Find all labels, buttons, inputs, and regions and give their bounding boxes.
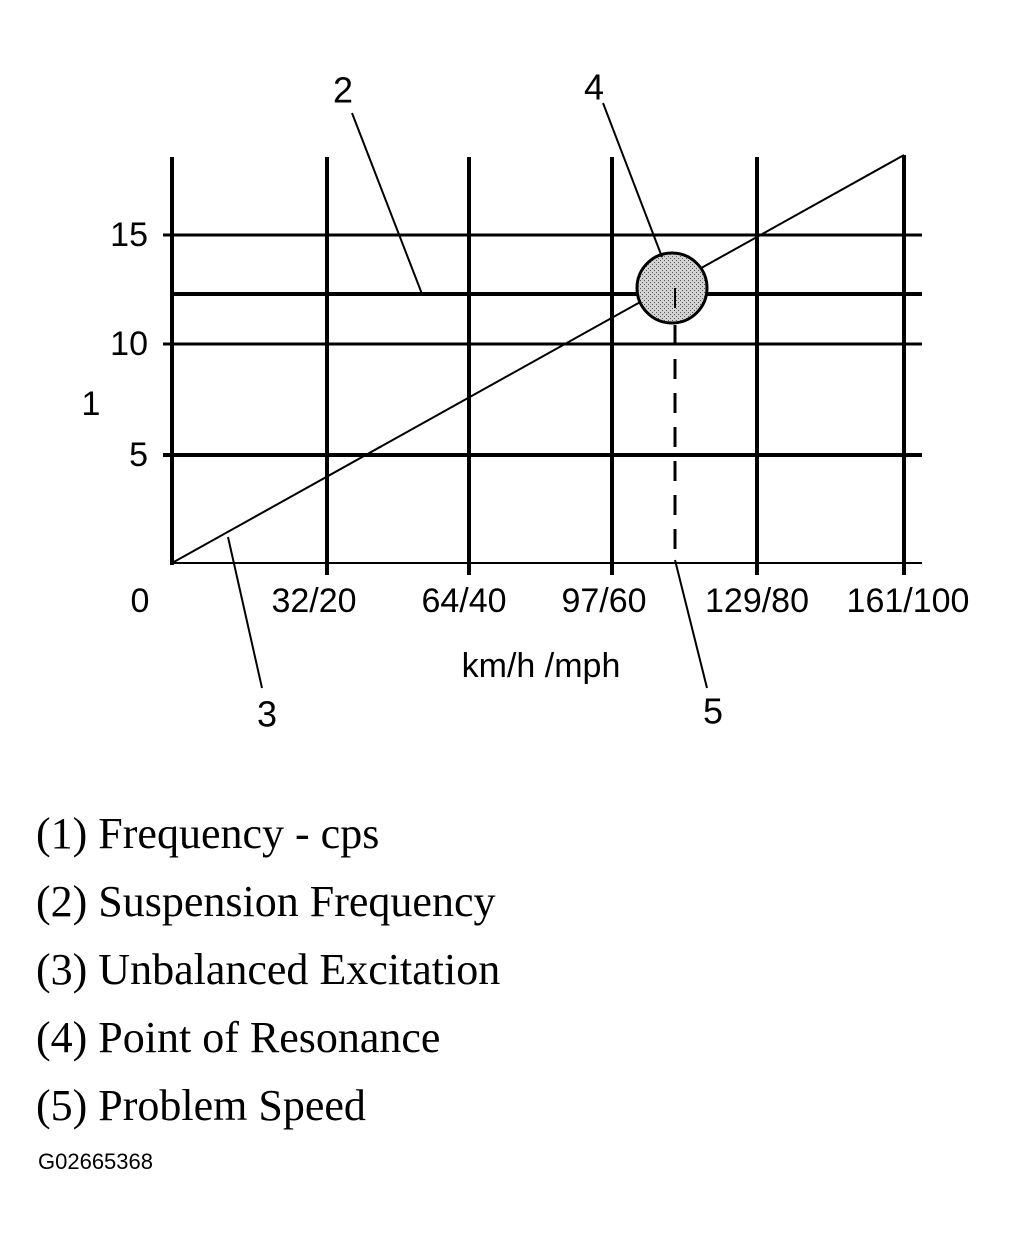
legend-item: (2) Suspension Frequency (36, 877, 496, 926)
legend-item: (3) Unbalanced Excitation (36, 945, 501, 994)
leader-line-5 (675, 560, 707, 688)
excitation-line (172, 155, 904, 563)
y-tick-label: 0 (130, 581, 150, 620)
leader-line-2 (352, 113, 422, 294)
callout-5: 5 (702, 690, 724, 732)
callout-2: 2 (332, 69, 354, 111)
callout-4: 4 (583, 66, 605, 108)
leader-line-3 (228, 537, 262, 688)
x-tick-label: 129/80 (705, 581, 809, 620)
resonance-point-marker (637, 253, 707, 323)
x-tick-label: 161/100 (846, 581, 970, 620)
x-axis-title: km/h /mph (461, 646, 621, 685)
legend-item: (4) Point of Resonance (36, 1013, 441, 1062)
legend-item: (5) Problem Speed (36, 1081, 366, 1130)
x-tick-label: 64/40 (421, 581, 507, 620)
legend-list (36, 800, 500, 1140)
x-tick-label: 32/20 (271, 581, 357, 620)
y-axis-title: 1 (81, 384, 101, 423)
y-tick-label: 10 (110, 324, 148, 363)
legend-item: (1) Frequency - cps (36, 809, 380, 858)
x-tick-label: 97/60 (561, 581, 647, 620)
y-tick-label: 5 (129, 435, 148, 474)
callout-3: 3 (256, 693, 278, 735)
y-tick-label: 15 (110, 215, 148, 254)
figure-id: G02665368 (38, 1149, 153, 1174)
